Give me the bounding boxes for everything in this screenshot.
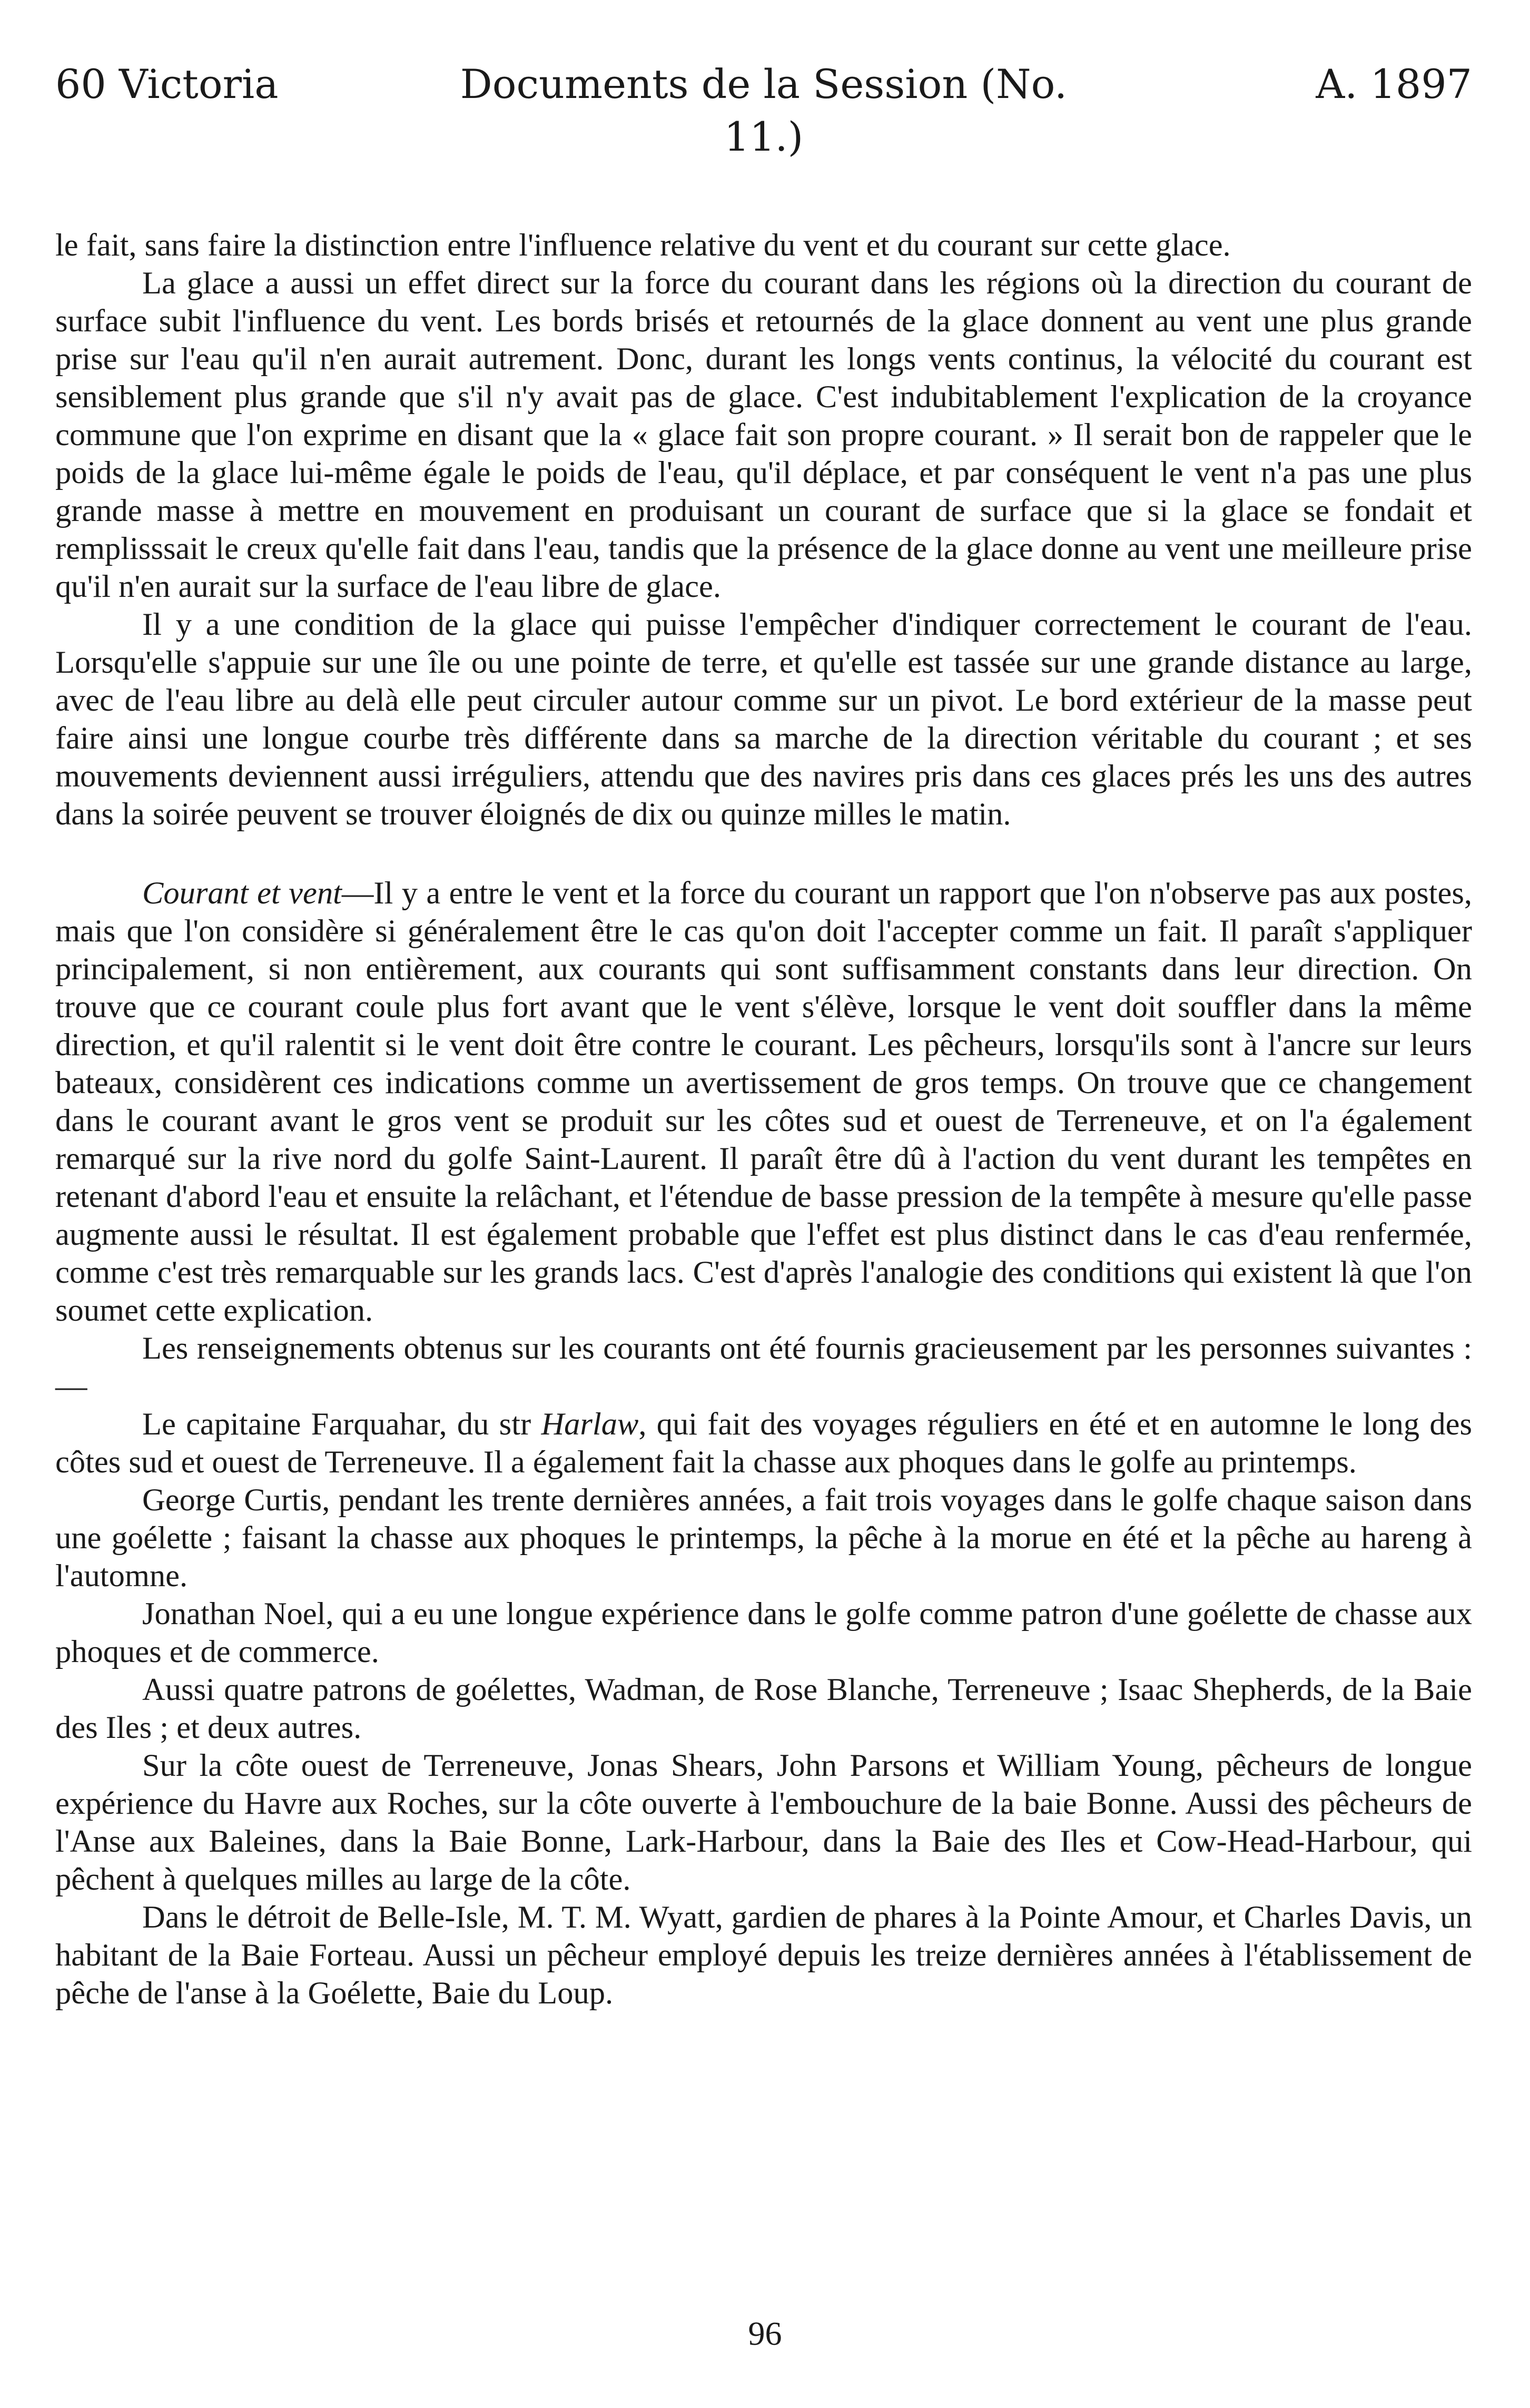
header-title: Documents de la Session (No. 11.) [460,61,1068,160]
document-page [55,58,1472,2012]
section-heading: Courant et vent [142,876,342,911]
paragraph-source-curtis: George Curtis, pendant les trente dernières années, a fait trois voyages dans le golfe chaque saison dans une goélette ; faisant la chasse aux phoques le printemps, la pêche à la morue en été et la pêche au hareng à l'automne. [55,1482,1472,1594]
running-header [55,58,1472,163]
paragraph-source-west-coast: Sur la côte ouest de Terreneuve, Jonas Shears, John Parsons et William Young, pêcheurs de longue expérience du Havre aux Roches, sur la côte ouverte à l'embouchure de la baie Bonne. Aussi des pêcheurs de l'Anse aux Baleines, dans la Baie Bonne, Lark-Harbour, dans la Baie des Iles et Cow-Head-Harbour, qui pêchent à quelques milles au large de la côte. [55,1748,1472,1897]
section-heading-text: —Il y a entre le vent et la force du courant un rapport que l'on n'observe pas aux postes, mais que l'on considère si généralement être le cas qu'on doit l'accepter comme un fait. Il paraît s'appliquer principalement, si non entièrement, aux courants qui sont suffisamment constants dans leur direction. On trouve que ce courant coule plus fort avant que le vent s'élève, lorsque le vent doit souffler dans la même direction, et qu'il ralentit si le vent doit être contre le courant. Les pêcheurs, lorsqu'ils sont à l'ancre sur leurs bateaux, considèrent ces indications comme un avertissement de gros temps. On trouve que ce changement dans le courant avant le gros vent se produit sur les côtes sud et ouest de Terreneuve, et on l'a également remarqué sur la rive nord du golfe Saint-Laurent. Il paraît être dû à l'action du vent durant les tempêtes en retenant d'abord l'eau et ensuite la relâchant, et l'étendue de basse pression de la tempête à mesure qu'elle passe augmente aussi le résultat. Il est également probable que l'effet est plus distinct dans le cas d'eau renfermée, comme c'est très remarquable sur les grands lacs. C'est d'après l'analogie des conditions qui existent là que l'on soumet cette explication. [55,876,1472,1328]
source-farquahar-end: , qui fait des voyages réguliers en été et en automne le long des côtes sud et ouest de Terreneuve. Il a également fait la chasse aux phoques dans le golfe au printemps. [55,1407,1472,1480]
paragraph-current-and-wind [55,874,1472,1330]
header-year: A. 1897 [1316,61,1472,107]
paragraph-ice-effect: La glace a aussi un effet direct sur la force du courant dans les régions où la direction du courant de surface subit l'influence du vent. Les bords brisés et retournés de la glace donnent au vent une plus grande prise sur l'eau qu'il n'en aurait autrement. Donc, durant les longs vents continus, la vélocité du courant est sensiblement plus grande que s'il n'y avait pas de glace. C'est indubitablement l'explication de la croyance commune que l'on exprime en disant que la « glace fait son propre courant. » Il serait bon de rappeler que le poids de la glace lui-même égale le poids de l'eau, qu'il déplace, et par conséquent le vent n'a pas une plus grande masse à mettre en mouvement en produisant un courant de surface que si la glace se fondait et remplisssait le creux qu'elle fait dans l'eau, tandis que la présence de la glace donne au vent une meilleure prise qu'il n'en aurait sur la surface de l'eau libre de glace. [55,266,1472,604]
paragraph-ice-condition: Il y a une condition de la glace qui puisse l'empêcher d'indiquer correctement le courant de l'eau. Lorsqu'elle s'appuie sur une île ou une pointe de terre, et qu'elle est tassée sur une grande distance au large, avec de l'eau libre au delà elle peut circuler autour comme sur un pivot. Le bord extérieur de la masse peut faire ainsi une longue courbe très différente dans sa marche de la direction véritable du courant ; et ses mouvements deviennent aussi irréguliers, attendu que des navires pris dans ces glaces prés les uns des autres dans la soirée peuvent se trouver éloignés de dix ou quinze milles le matin. [55,607,1472,832]
body-text [55,227,1472,2012]
paragraph-source-schooner-masters: Aussi quatre patrons de goélettes, Wadman, de Rose Blanche, Terreneuve ; Isaac Shepherds, de la Baie des Iles ; et deux autres. [55,1672,1472,1745]
ship-name: Harlaw [541,1407,639,1442]
source-farquahar-start: Le capitaine Farquahar, du str [142,1407,541,1442]
paragraph-source-belle-isle: Dans le détroit de Belle-Isle, M. T. M. Wyatt, gardien de phares à la Pointe Amour, et Charles Davis, un habitant de la Baie Forteau. Aussi un pêcheur employé depuis les treize dernières années à l'établissement de pêche de l'anse à la Goélette, Baie du Loup. [55,1900,1472,2011]
paragraph-continuation: le fait, sans faire la distinction entre l'influence relative du vent et du courant sur cette glace. [55,228,1231,263]
paragraph-source-noel: Jonathan Noel, qui a eu une longue expérience dans le golfe comme patron d'une goélette de chasse aux phoques et de commerce. [55,1596,1472,1669]
paragraph-source-farquahar [55,1406,1472,1481]
page-number: 96 [748,2315,782,2352]
paragraph-sources-intro: Les renseignements obtenus sur les courants ont été fournis gracieusement par les personnes suivantes :— [55,1331,1472,1404]
header-regnal-year: 60 Victoria [55,61,279,107]
